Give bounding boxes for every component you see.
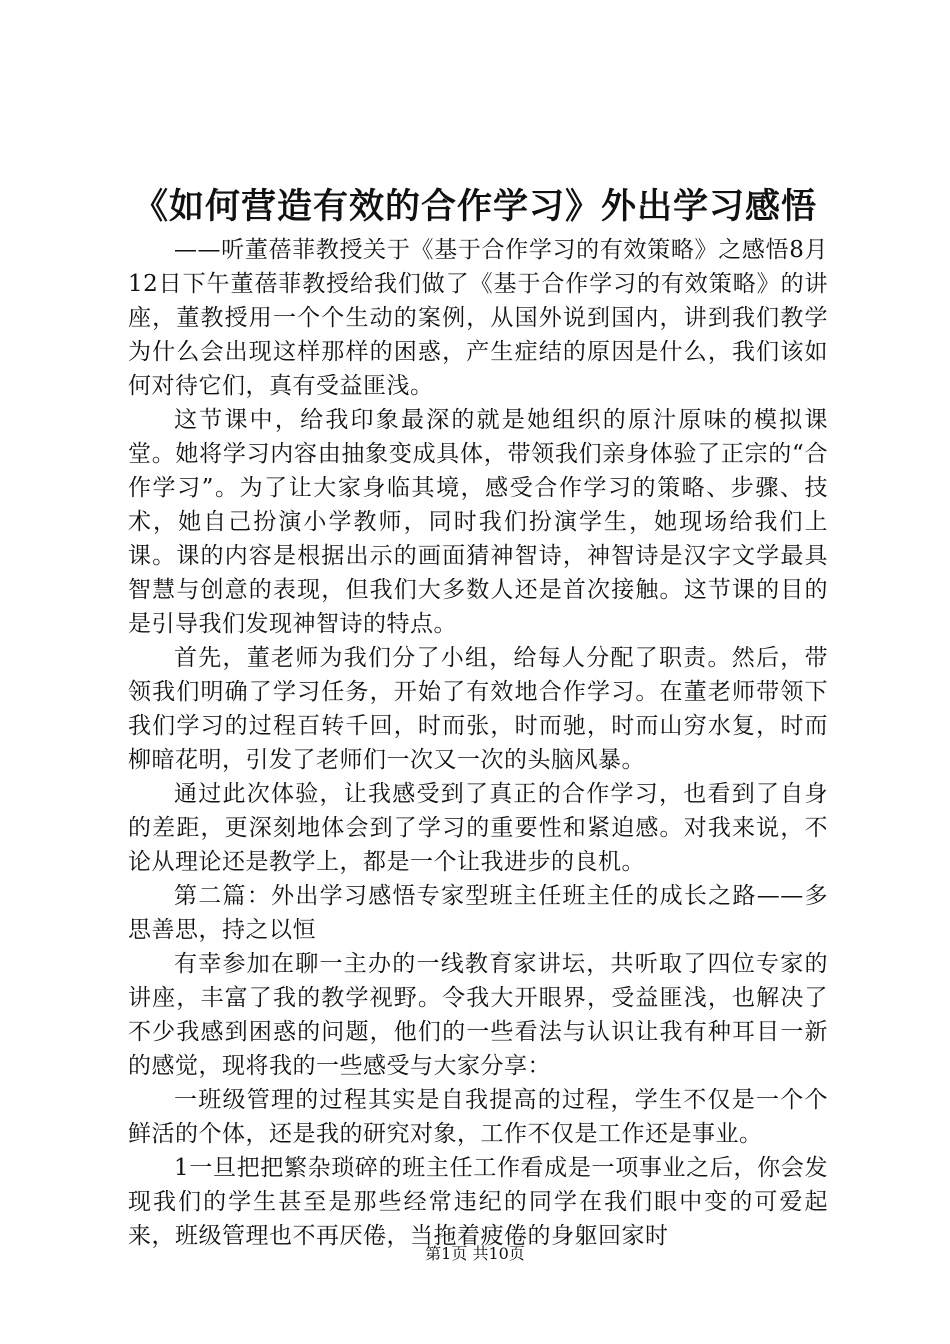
paragraph: 一班级管理的过程其实是自我提高的过程，学生不仅是一个个鲜活的个体，还是我的研究对象，工作不仅是工作还是事业。 bbox=[128, 1087, 828, 1147]
paragraph: 1一旦把把繁杂琐碎的班主任工作看成是一项事业之后，你会发现我们的学生甚至是那些经常违纪的同学在我们眼中变的可爱起来，班级管理也不再厌倦，当拖着疲倦的身躯回家时 bbox=[128, 1155, 828, 1249]
paragraph: 首先，董老师为我们分了小组，给每人分配了职责。然后，带领我们明确了学习任务，开始了有效地合作学习。在董老师带领下我们学习的过程百转千回，时而张，时而驰，时而山穷水复，时而柳暗花明，引发了老师们一次又一次的头脑风暴。 bbox=[128, 645, 828, 773]
document-body bbox=[128, 233, 828, 1253]
paragraph: 有幸参加在聊一主办的一线教育家讲坛，共听取了四位专家的讲座，丰富了我的教学视野。令我大开眼界，受益匪浅，也解决了不少我感到困惑的问题，他们的一些看法与认识让我有种耳目一新的感觉，现将我的一些感受与大家分享： bbox=[128, 951, 828, 1079]
paragraph: 这节课中，给我印象最深的就是她组织的原汁原味的模拟课堂。她将学习内容由抽象变成具体，带领我们亲身体验了正宗的“合作学习”。为了让大家身临其境，感受合作学习的策略、步骤、技术，她自己扮演小学教师，同时我们扮演学生，她现场给我们上课。课的内容是根据出示的画面猜神智诗，神智诗是汉字文学最具智慧与创意的表现，但我们大多数人还是首次接触。这节课的目的是引导我们发现神智诗的特点。 bbox=[128, 407, 828, 637]
page-number: 第1页 共10页 bbox=[425, 1244, 525, 1263]
document-title: 《如何营造有效的合作学习》外出学习感悟 bbox=[132, 186, 817, 227]
section-heading: 第二篇：外出学习感悟专家型班主任班主任的成长之路——多思善思，持之以恒 bbox=[128, 883, 828, 943]
paragraph: 通过此次体验，让我感受到了真正的合作学习，也看到了自身的差距，更深刻地体会到了学习的重要性和紧迫感。对我来说，不论从理论还是教学上，都是一个让我进步的良机。 bbox=[128, 781, 828, 875]
paragraph: ——听董蓓菲教授关于《基于合作学习的有效策略》之感悟8月12日下午董蓓菲教授给我们做了《基于合作学习的有效策略》的讲座，董教授用一个个生动的案例，从国外说到国内，讲到我们教学为什么会出现这样那样的困惑，产生症结的原因是什么，我们该如何对待它们，真有受益匪浅。 bbox=[128, 237, 828, 399]
